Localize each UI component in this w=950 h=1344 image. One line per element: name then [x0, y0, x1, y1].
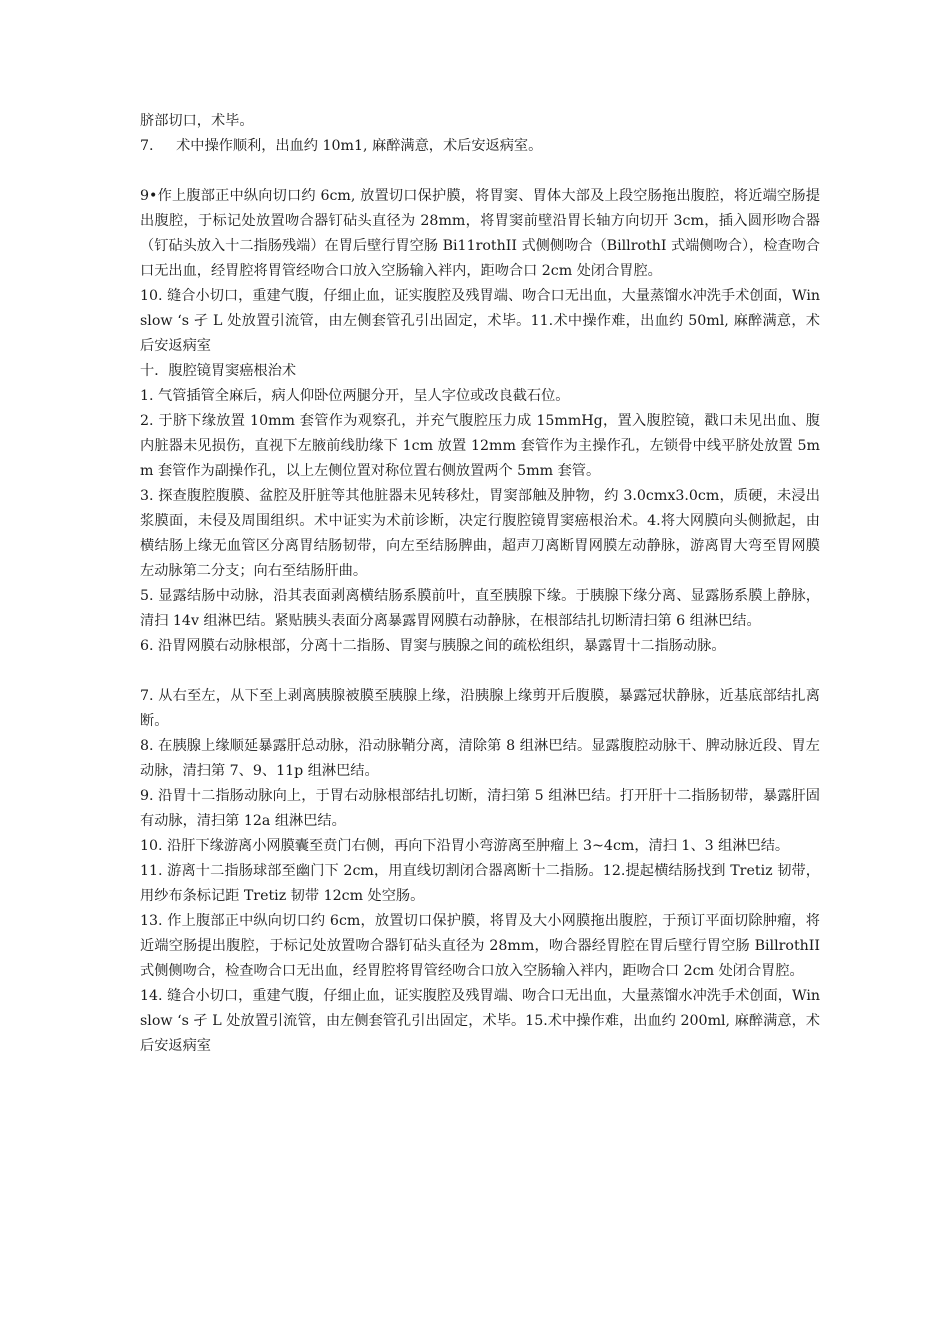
paragraph-10: 6. 沿胃网膜右动脉根部，分离十二指肠、胃窦与胰腺之间的疏松组织，暴露胃十二指肠动脉。 [140, 638, 726, 654]
paragraph-9: 5. 显露结肠中动脉，沿其表面剥离横结肠系膜前叶，直至胰腺下缘。于胰腺下缘分离、显露肠系膜上静脉，清扫 14v 组淋巴结。紧贴胰头表面分离暴露胃网膜右动静脉，在根部结扎切断清扫第 6 组淋巴结。 [140, 588, 820, 629]
paragraph-13: 8. 在胰腺上缘顺延暴露肝总动脉，沿动脉鞘分离，清除第 8 组淋巴结。显露腹腔动脉干、脾动脉近段、胃左动脉，清扫第 7、9、11p 组淋巴结。 [140, 738, 820, 779]
paragraph-1: 7. 术中操作顺利，出血约 10m1, 麻醉满意，术后安返病室。 [140, 138, 543, 154]
paragraph-16: 11. 游离十二指肠球部至幽门下 2cm，用直线切割闭合器离断十二指肠。12.提起横结肠找到 Tretiz 韧带，用纱布条标记距 Tretiz 韧带 12cm 处空肠。 [140, 863, 820, 904]
paragraph-3: 9•作上腹部正中纵向切口约 6cm, 放置切口保护膜，将胃窦、胃体大部及上段空肠拖出腹腔，将近端空肠提出腹腔，于标记处放置吻合器钉砧头直径为 28mm，将胃窦前壁沿胃长轴方向切开 3cm，插入圆形吻合器（钉砧头放入十二指肠残端）在胃后壁行胃空肠 Bi11rothII 式侧侧吻合（BillrothI 式端侧吻合），检查吻合口无出血，经胃腔将胃管经吻合口放入空肠输入袢内，距吻合口 2cm 处闭合胃腔。 [140, 188, 820, 279]
paragraph-0: 脐部切口，术毕。 [140, 113, 254, 129]
paragraph-18: 14. 缝合小切口，重建气腹，仔细止血，证实腹腔及残胃端、吻合口无出血，大量蒸馏水冲洗手术创面，Winslow ‘s 孑 L 处放置引流管，由左侧套管孔引出固定，术毕。15.术中操作难，出血约 200ml, 麻醉满意，术后安返病室 [140, 988, 820, 1054]
paragraph-gap [140, 159, 820, 184]
paragraph-6: 1. 气管插管全麻后，病人仰卧位两腿分开，呈人字位或改良截石位。 [140, 388, 570, 404]
paragraph-8: 3. 探查腹腔腹膜、盆腔及肝脏等其他脏器未见转移灶，胃窦部触及肿物，约 3.0cmx3.0cm，质硬，未浸出浆膜面，未侵及周围组织。术中证实为术前诊断，决定行腹腔镜胃窦癌根治术。4.将大网膜向头侧掀起，由横结肠上缘无血管区分离胃结肠韧带，向左至结肠脾曲，超声刀离断胃网膜左动静脉，游离胃大弯至胃网膜左动脉第二分支；向右至结肠肝曲。 [140, 488, 820, 579]
section-heading: 十．腹腔镜胃窦癌根治术 [140, 363, 297, 379]
paragraph-17: 13. 作上腹部正中纵向切口约 6cm，放置切口保护膜，将胃及大小网膜拖出腹腔，于预订平面切除肿瘤，将近端空肠提出腹腔，于标记处放置吻合器钉砧头直径为 28mm，吻合器经胃腔在胃后壁行胃空肠 BillrothII 式侧侧吻合，检查吻合口无出血，经胃腔将胃管经吻合口放入空肠输入袢内，距吻合口 2cm 处闭合胃腔。 [140, 913, 825, 979]
paragraph-gap [140, 659, 820, 684]
paragraph-7: 2. 于脐下缘放置 10mm 套管作为观察孔，并充气腹腔压力成 15mmHg，置入腹腔镜，戳口未见出血、腹内脏器未见损伤，直视下左腋前线肋缘下 1cm 放置 12mm 套管作为主操作孔，左锁骨中线平脐处放置 5mm 套管作为副操作孔，以上左侧位置对称位置右侧放置两个 5mm 套管。 [140, 413, 820, 479]
paragraph-15: 10. 沿肝下缘游离小网膜囊至贲门右侧，再向下沿胃小弯游离至肿瘤上 3~4cm，清扫 1、3 组淋巴结。 [140, 838, 790, 854]
paragraph-12: 7. 从右至左，从下至上剥离胰腺被膜至胰腺上缘，沿胰腺上缘剪开后腹膜，暴露冠状静脉，近基底部结扎离断。 [140, 688, 820, 729]
paragraph-14: 9. 沿胃十二指肠动脉向上，于胃右动脉根部结扎切断，清扫第 5 组淋巴结。打开肝十二指肠韧带，暴露肝固有动脉，清扫第 12a 组淋巴结。 [140, 788, 820, 829]
document-body [140, 109, 825, 1059]
paragraph-4: 10. 缝合小切口，重建气腹，仔细止血，证实腹腔及残胃端、吻合口无出血，大量蒸馏水冲洗手术创面，Winslow ‘s 孑 L 处放置引流管，由左侧套管孔引出固定，术毕。11.术中操作难，出血约 50ml, 麻醉满意，术后安返病室 [140, 288, 820, 354]
